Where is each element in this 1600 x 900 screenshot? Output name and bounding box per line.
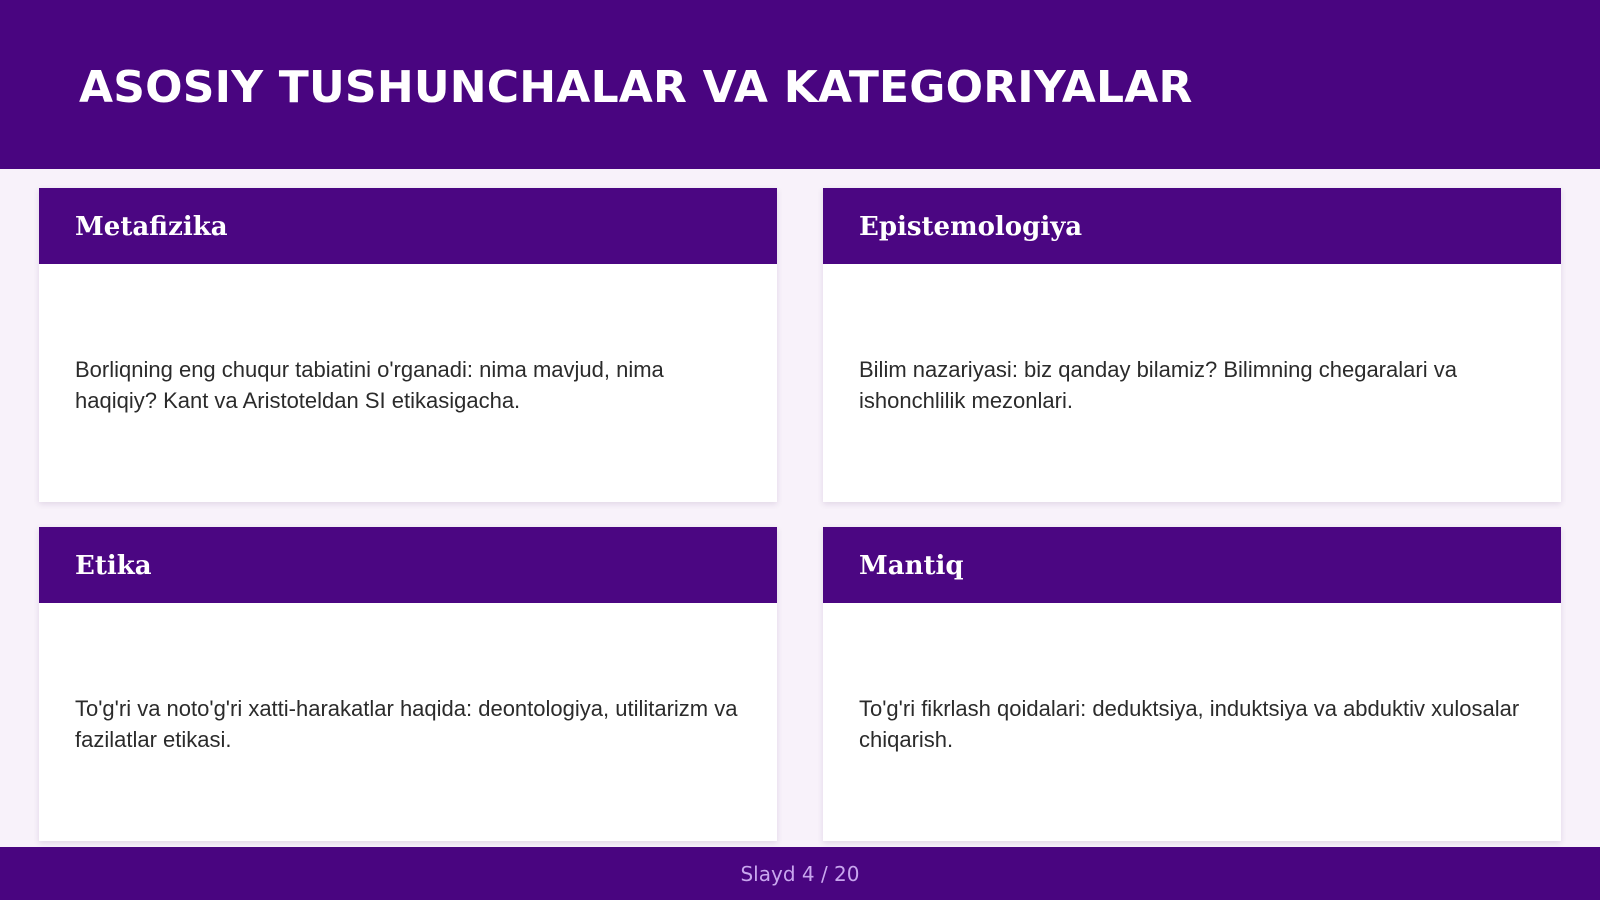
slide-footer xyxy=(0,847,1600,900)
card-epistemologiya xyxy=(823,188,1561,502)
card-header xyxy=(39,527,777,603)
card-header xyxy=(823,188,1561,264)
card-header xyxy=(823,527,1561,603)
card-metafizika xyxy=(39,188,777,502)
slide-header xyxy=(0,0,1600,169)
slide-title: ASOSIY TUSHUNCHALAR VA KATEGORIYALAR xyxy=(79,62,1193,113)
card-description: To'g'ri va noto'g'ri xatti-harakatlar haqida: deontologiya, utilitarizm va fazilatlar etikasi. xyxy=(75,696,738,752)
card-title: Epistemologiya xyxy=(859,212,1083,242)
card-description: Borliqning eng chuqur tabiatini o'rganadi: nima mavjud, nima haqiqiy? Kant va Aristoteldan SI etikasigacha. xyxy=(75,357,664,413)
slide-counter: Slayd 4 / 20 xyxy=(740,862,860,886)
card-mantiq xyxy=(823,527,1561,841)
card-etika xyxy=(39,527,777,841)
card-title: Etika xyxy=(75,551,152,581)
card-header xyxy=(39,188,777,264)
card-title: Mantiq xyxy=(859,551,964,581)
card-description: To'g'ri fikrlash qoidalari: deduktsiya, induktsiya va abduktiv xulosalar chiqarish. xyxy=(859,696,1520,752)
card-description: Bilim nazariyasi: biz qanday bilamiz? Bilimning chegaralari va ishonchlilik mezonlari. xyxy=(859,357,1457,413)
card-title: Metafizika xyxy=(75,212,228,242)
